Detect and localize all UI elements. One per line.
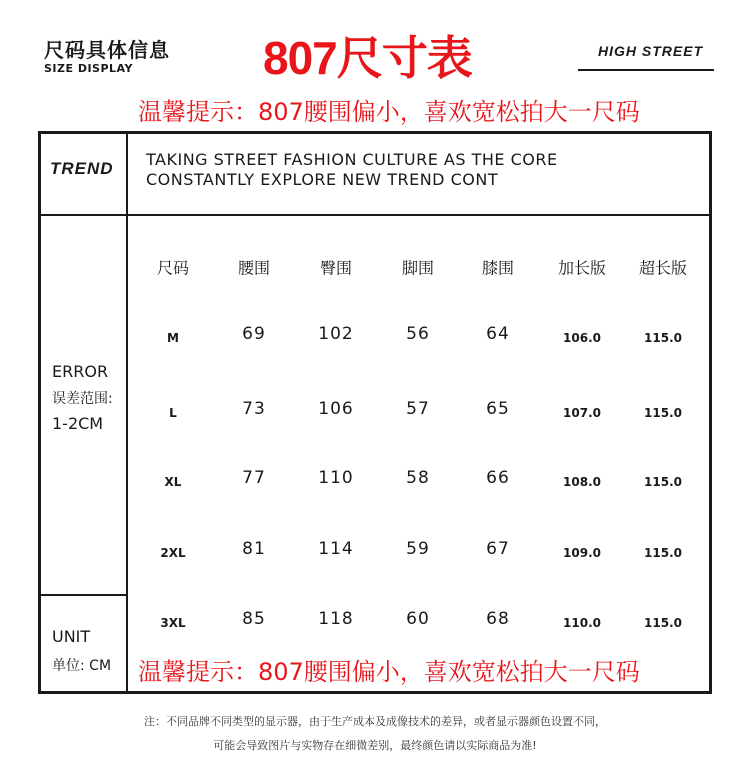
tip-bottom: 温馨提示：807腰围偏小，喜欢宽松拍大一尺码 (138, 658, 640, 686)
table-cell-size: 2XL (160, 546, 186, 560)
table-cell-knee: 68 (486, 609, 510, 629)
error-label: ERROR (52, 362, 109, 381)
trend-label: TREND (50, 159, 114, 178)
error-range: 1-2CM (52, 414, 104, 433)
error-label-cn: 误差范围: (52, 391, 113, 407)
table-cell-extra-long: 115.0 (644, 546, 682, 560)
table-cell-ankle: 57 (406, 399, 430, 419)
tip-top: 温馨提示：807腰围偏小，喜欢宽松拍大一尺码 (138, 98, 640, 126)
unit-label: UNIT (52, 627, 91, 646)
table-header-waist: 腰围 (237, 258, 271, 278)
frame-divider-top (38, 214, 712, 216)
table-cell-ankle: 59 (406, 539, 430, 559)
table-cell-ankle: 56 (406, 324, 430, 344)
table-cell-extra-long: 115.0 (644, 616, 682, 630)
table-cell-waist: 85 (242, 609, 266, 629)
page-title: 807尺寸表 (263, 32, 472, 84)
table-cell-extra-long: 115.0 (644, 406, 682, 420)
high-street-label: HIGH STREET (598, 43, 704, 59)
table-cell-extra-long: 115.0 (644, 331, 682, 345)
table-cell-hip: 102 (318, 324, 354, 344)
footnote-line-2: 可能会导致图片与实物存在细微差别，最终颜色请以实际商品为准! (213, 739, 537, 752)
table-cell-extra-long: 115.0 (644, 475, 682, 489)
table-cell-long: 109.0 (563, 546, 601, 560)
table-cell-knee: 66 (486, 468, 510, 488)
table-cell-waist: 73 (242, 399, 266, 419)
table-cell-long: 108.0 (563, 475, 601, 489)
table-cell-size: 3XL (160, 616, 186, 630)
table-header-hip: 臀围 (319, 258, 353, 278)
table-cell-waist: 69 (242, 324, 266, 344)
table-cell-waist: 77 (242, 468, 266, 488)
high-street-underline (578, 69, 714, 71)
table-cell-long: 106.0 (563, 331, 601, 345)
table-cell-hip: 110 (318, 468, 354, 488)
table-cell-knee: 65 (486, 399, 510, 419)
table-cell-hip: 118 (318, 609, 354, 629)
table-header-ankle: 脚围 (401, 258, 435, 278)
brand-title: 尺码具体信息 (44, 38, 170, 62)
table-cell-size: XL (164, 475, 182, 489)
table-cell-long: 110.0 (563, 616, 601, 630)
table-cell-size: M (167, 331, 179, 345)
table-header-knee: 膝围 (481, 258, 515, 278)
table-header-extra-long: 超长版 (638, 258, 688, 278)
table-header-long: 加长版 (557, 258, 607, 278)
footnote-line-1: 注：不同品牌不同类型的显示器，由于生产成本及成像技术的差异，或者显示器颜色设置不同， (144, 715, 606, 728)
table-cell-knee: 67 (486, 539, 510, 559)
slogan-line-1: TAKING STREET FASHION CULTURE AS THE CORE (146, 150, 558, 169)
table-cell-hip: 106 (318, 399, 354, 419)
unit-label-cn: 单位: CM (52, 658, 112, 674)
table-cell-knee: 64 (486, 324, 510, 344)
slogan-line-2: CONSTANTLY EXPLORE NEW TREND CONT (146, 170, 499, 189)
table-cell-hip: 114 (318, 539, 354, 559)
table-cell-size: L (169, 406, 177, 420)
brand-subtitle: SIZE DISPLAY (44, 62, 133, 75)
table-cell-waist: 81 (242, 539, 266, 559)
table-cell-ankle: 58 (406, 468, 430, 488)
table-cell-long: 107.0 (563, 406, 601, 420)
frame-divider-left (38, 594, 128, 596)
table-header-size: 尺码 (156, 258, 190, 278)
table-cell-ankle: 60 (406, 609, 430, 629)
